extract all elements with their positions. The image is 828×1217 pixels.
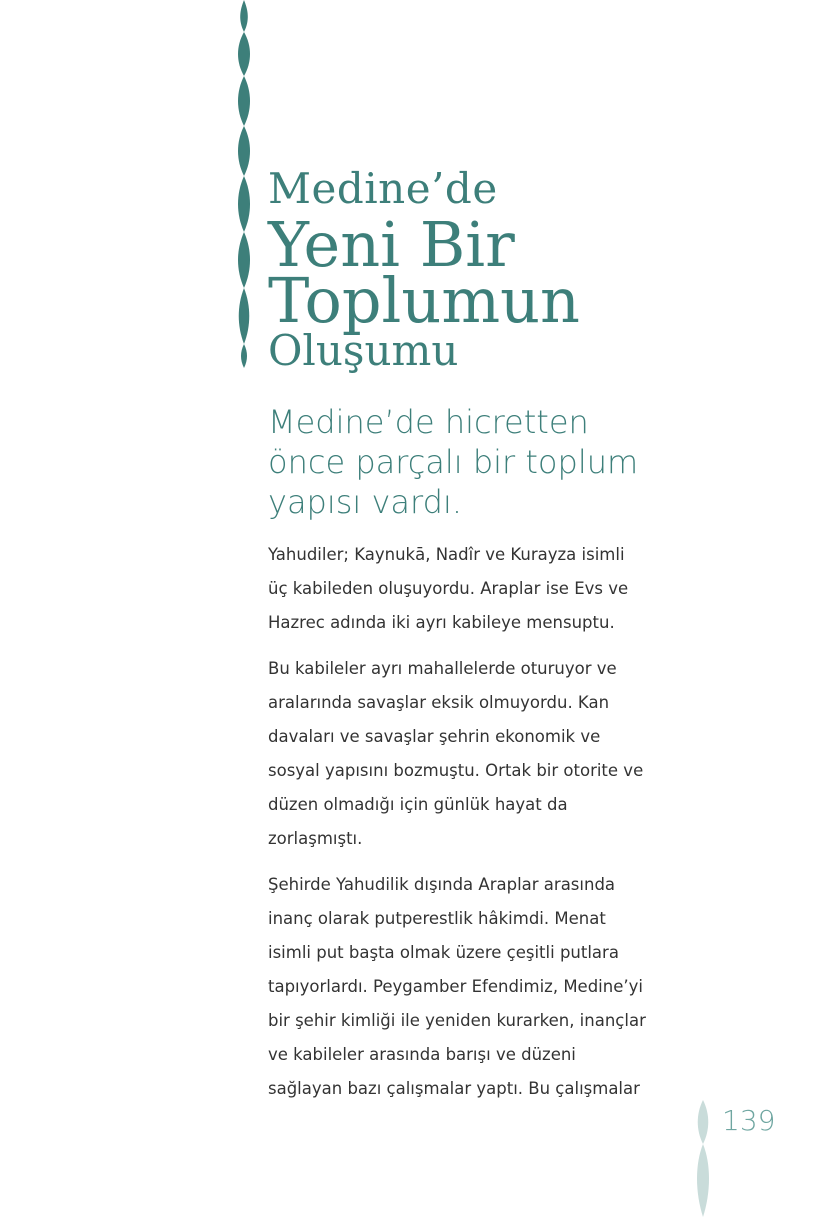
page-number-ornament [690,1100,716,1217]
page-title [268,164,580,375]
title-line-4: Oluşumu [268,326,459,375]
title-line-2: Yeni Bir [268,208,515,281]
paragraph: Şehirde Yahudilik dışında Araplar arasında inanç olarak putperestlik hâkimdi. Menat isimli put başta olmak üzere çeşitli putlara tapıyorlardı. Peygamber Efendimiz, Medine’yi bir şehir kimliği ile yeniden kurarken, inançlar ve kabileler arasında barışı ve düzeni sağlayan bazı çalışmalar yaptı. Bu çalışmalar [268,875,646,1098]
title-line-1: Medine’de [268,164,498,213]
body-text [268,538,648,1118]
decorative-vine-ornament [230,0,258,370]
paragraph: Bu kabileler ayrı mahallelerde oturuyor ve aralarında savaşlar eksik olmuyordu. Kan davaları ve savaşlar şehrin ekonomik ve sosyal yapısını bozmuştu. Ortak bir otorite ve düzen olmadığı için günlük hayat da zorlaşmıştı. [268,659,644,848]
title-line-3: Toplumun [268,264,580,337]
paragraph: Yahudiler; Kaynukā, Nadîr ve Kurayza isimli üç kabileden oluşuyordu. Araplar ise Evs ve Hazrec adında iki ayrı kabileye mensuptu. [268,545,629,632]
page-number: 139 [722,1104,776,1137]
lead-paragraph: Medine’de hicretten önce parçalı bir toplum yapısı vardı. [268,403,639,521]
